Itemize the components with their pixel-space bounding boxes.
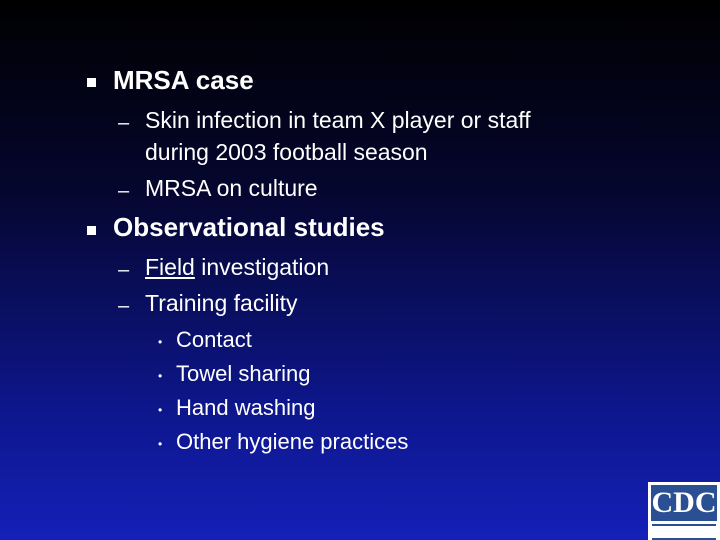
subbullet-training-facility: Training facility <box>145 290 298 316</box>
dot-bullet-icon: • <box>158 437 163 451</box>
subsubbullet-contact: Contact <box>176 327 252 352</box>
subsubbullet-hand-washing: Hand washing <box>176 395 316 420</box>
square-bullet-icon <box>87 78 96 87</box>
bullet-observational-studies: Observational studies <box>113 212 385 242</box>
dash-bullet-icon: – <box>118 295 130 317</box>
investigation-text: investigation <box>194 254 330 280</box>
dash-bullet-icon: – <box>118 180 130 202</box>
dash-bullet-icon: – <box>118 259 130 281</box>
dot-bullet-icon: • <box>158 403 163 417</box>
subbullet-skin-infection-line2: during 2003 football season <box>145 139 428 165</box>
dot-bullet-icon: • <box>158 335 163 349</box>
cdc-logo-panel <box>651 485 717 521</box>
field-link-text: Field <box>145 254 195 280</box>
subbullet-mrsa-culture: MRSA on culture <box>145 175 318 201</box>
bullet-mrsa-case: MRSA case <box>113 65 254 95</box>
subsubbullet-towel-sharing: Towel sharing <box>176 361 311 386</box>
square-bullet-icon <box>87 226 96 235</box>
cdc-logo <box>648 482 720 540</box>
cdc-logo-subtitle-band <box>652 524 716 540</box>
subsubbullet-other-hygiene: Other hygiene practices <box>176 429 409 454</box>
dot-bullet-icon: • <box>158 369 163 383</box>
subbullet-skin-infection-line1: Skin infection in team X player or staff <box>145 107 531 133</box>
dash-bullet-icon: – <box>118 112 130 134</box>
subbullet-field-investigation <box>145 251 329 283</box>
cdc-logo-text: CDC <box>651 486 717 519</box>
